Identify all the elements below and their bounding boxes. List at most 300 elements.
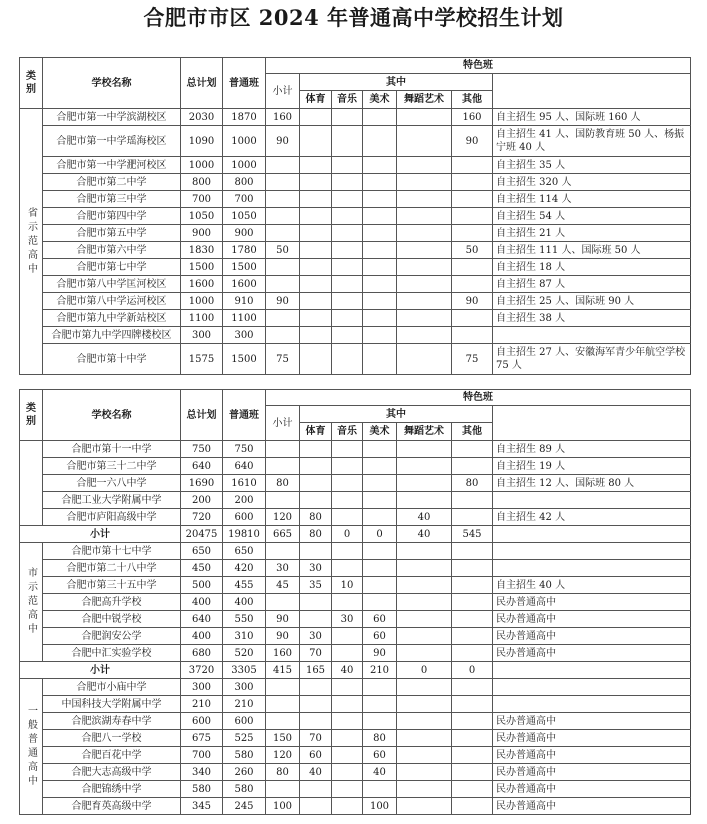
cell-music xyxy=(332,628,363,645)
header-dance-art: 舞蹈艺术 xyxy=(397,91,452,109)
cell-art xyxy=(363,441,397,458)
cell-music xyxy=(332,645,363,662)
remark: 民办普通高中 xyxy=(493,713,691,730)
cell-regular: 200 xyxy=(223,492,266,509)
cell-music xyxy=(332,109,363,126)
cell-sports: 80 xyxy=(300,509,332,526)
cell-total: 900 xyxy=(181,225,223,242)
cell-sports: 35 xyxy=(300,577,332,594)
enrollment-table-page1 xyxy=(19,57,691,375)
cell-music xyxy=(332,475,363,492)
cell-art xyxy=(363,109,397,126)
cell-art xyxy=(363,191,397,208)
cell-total: 700 xyxy=(181,747,223,764)
cell-other xyxy=(452,628,493,645)
subtotal-subtotal: 415 xyxy=(266,662,300,679)
cell-subtotal: 150 xyxy=(266,730,300,747)
cell-dance xyxy=(397,747,452,764)
header-art: 美术 xyxy=(363,423,397,441)
school-name: 合肥市庐阳高级中学 xyxy=(43,509,181,526)
cell-dance xyxy=(397,611,452,628)
cell-other xyxy=(452,543,493,560)
cell-total: 675 xyxy=(181,730,223,747)
cell-art xyxy=(363,781,397,798)
cell-other xyxy=(452,679,493,696)
remark xyxy=(493,492,691,509)
cell-art xyxy=(363,344,397,375)
cell-art xyxy=(363,458,397,475)
remark: 民办普通高中 xyxy=(493,747,691,764)
cell-sports: 30 xyxy=(300,628,332,645)
cell-dance xyxy=(397,276,452,293)
table-row xyxy=(20,611,691,628)
school-name: 合肥市第九中学新站校区 xyxy=(43,310,181,327)
cell-total: 500 xyxy=(181,577,223,594)
cell-music xyxy=(332,798,363,815)
table-row xyxy=(20,560,691,577)
remark: 自主招生 320 人 xyxy=(493,174,691,191)
table-row xyxy=(20,747,691,764)
cell-music: 10 xyxy=(332,577,363,594)
cell-music xyxy=(332,509,363,526)
subtotal-sports: 165 xyxy=(300,662,332,679)
category-label: 省示范高中 xyxy=(20,109,43,375)
cell-sports xyxy=(300,798,332,815)
cell-total: 1090 xyxy=(181,126,223,157)
cell-total: 1690 xyxy=(181,475,223,492)
table-row xyxy=(20,492,691,509)
cell-music xyxy=(332,293,363,310)
cell-other xyxy=(452,327,493,344)
cell-art: 60 xyxy=(363,611,397,628)
cell-sports: 60 xyxy=(300,747,332,764)
category-label xyxy=(20,441,43,526)
cell-regular: 650 xyxy=(223,543,266,560)
school-name: 合肥市第五中学 xyxy=(43,225,181,242)
header-subtotal: 小计 xyxy=(266,74,300,109)
cell-dance xyxy=(397,594,452,611)
cell-dance xyxy=(397,730,452,747)
cell-other: 90 xyxy=(452,126,493,157)
remark xyxy=(493,662,691,679)
table-row xyxy=(20,645,691,662)
cell-sports xyxy=(300,458,332,475)
school-name: 合肥滨湖寿春中学 xyxy=(43,713,181,730)
header-among: 其中 xyxy=(300,74,493,91)
school-name: 合肥市第一中学瑶海校区 xyxy=(43,126,181,157)
cell-subtotal xyxy=(266,208,300,225)
cell-sports xyxy=(300,696,332,713)
cell-art xyxy=(363,208,397,225)
cell-regular: 1780 xyxy=(223,242,266,259)
table-row xyxy=(20,594,691,611)
cell-total: 210 xyxy=(181,696,223,713)
cell-subtotal xyxy=(266,781,300,798)
table-row xyxy=(20,208,691,225)
table-row xyxy=(20,276,691,293)
cell-subtotal xyxy=(266,713,300,730)
cell-total: 1000 xyxy=(181,293,223,310)
cell-other xyxy=(452,611,493,628)
remark: 自主招生 12 人、国际班 80 人 xyxy=(493,475,691,492)
cell-art xyxy=(363,276,397,293)
remark: 民办普通高中 xyxy=(493,781,691,798)
cell-music xyxy=(332,696,363,713)
remark xyxy=(493,560,691,577)
remark: 民办普通高中 xyxy=(493,798,691,815)
cell-art xyxy=(363,174,397,191)
table-header xyxy=(20,390,691,441)
school-name: 合肥锦绣中学 xyxy=(43,781,181,798)
cell-subtotal xyxy=(266,696,300,713)
cell-regular: 455 xyxy=(223,577,266,594)
cell-sports xyxy=(300,310,332,327)
cell-other xyxy=(452,157,493,174)
cell-art xyxy=(363,679,397,696)
cell-other xyxy=(452,560,493,577)
table-row xyxy=(20,543,691,560)
cell-dance xyxy=(397,764,452,781)
cell-other: 80 xyxy=(452,475,493,492)
cell-regular: 800 xyxy=(223,174,266,191)
header-total-plan: 总计划 xyxy=(181,58,223,109)
table-row xyxy=(20,191,691,208)
cell-art xyxy=(363,577,397,594)
cell-dance xyxy=(397,713,452,730)
table-body xyxy=(20,441,691,815)
cell-regular: 550 xyxy=(223,611,266,628)
cell-total: 400 xyxy=(181,628,223,645)
cell-music xyxy=(332,310,363,327)
subtotal-art: 210 xyxy=(363,662,397,679)
cell-art xyxy=(363,242,397,259)
cell-subtotal: 45 xyxy=(266,577,300,594)
cell-other xyxy=(452,730,493,747)
cell-art xyxy=(363,696,397,713)
subtotal-dance: 40 xyxy=(397,526,452,543)
cell-regular: 310 xyxy=(223,628,266,645)
cell-sports xyxy=(300,344,332,375)
cell-total: 340 xyxy=(181,764,223,781)
school-name: 合肥市第三十二中学 xyxy=(43,458,181,475)
cell-sports xyxy=(300,293,332,310)
cell-regular: 1100 xyxy=(223,310,266,327)
cell-subtotal xyxy=(266,594,300,611)
cell-sports xyxy=(300,543,332,560)
cell-subtotal xyxy=(266,441,300,458)
remark: 自主招生 41 人、国防教育班 50 人、杨振宁班 40 人 xyxy=(493,126,691,157)
table-row xyxy=(20,764,691,781)
cell-art xyxy=(363,293,397,310)
cell-regular: 1500 xyxy=(223,259,266,276)
cell-subtotal xyxy=(266,157,300,174)
cell-other xyxy=(452,310,493,327)
cell-other: 75 xyxy=(452,344,493,375)
cell-art: 90 xyxy=(363,645,397,662)
cell-regular: 400 xyxy=(223,594,266,611)
cell-sports xyxy=(300,475,332,492)
table-row xyxy=(20,293,691,310)
cell-music xyxy=(332,458,363,475)
school-name: 合肥市第九中学四牌楼校区 xyxy=(43,327,181,344)
cell-regular: 1000 xyxy=(223,126,266,157)
table-row xyxy=(20,109,691,126)
cell-subtotal: 160 xyxy=(266,645,300,662)
cell-art xyxy=(363,259,397,276)
cell-regular: 1050 xyxy=(223,208,266,225)
cell-regular: 210 xyxy=(223,696,266,713)
cell-regular: 640 xyxy=(223,458,266,475)
cell-sports xyxy=(300,679,332,696)
cell-dance xyxy=(397,157,452,174)
table-row xyxy=(20,344,691,375)
cell-music xyxy=(332,560,363,577)
cell-dance xyxy=(397,492,452,509)
school-name: 合肥润安公学 xyxy=(43,628,181,645)
cell-other xyxy=(452,696,493,713)
cell-music xyxy=(332,259,363,276)
school-name: 合肥市第一中学淝河校区 xyxy=(43,157,181,174)
table-row xyxy=(20,628,691,645)
remark: 民办普通高中 xyxy=(493,730,691,747)
cell-sports xyxy=(300,225,332,242)
cell-dance xyxy=(397,441,452,458)
cell-subtotal: 90 xyxy=(266,126,300,157)
cell-dance xyxy=(397,293,452,310)
cell-regular: 245 xyxy=(223,798,266,815)
school-name: 合肥八一学校 xyxy=(43,730,181,747)
cell-other xyxy=(452,458,493,475)
table-row xyxy=(20,242,691,259)
header-music: 音乐 xyxy=(332,423,363,441)
remark: 自主招生 19 人 xyxy=(493,458,691,475)
remark: 自主招生 42 人 xyxy=(493,509,691,526)
cell-art xyxy=(363,475,397,492)
cell-art xyxy=(363,560,397,577)
cell-total: 1575 xyxy=(181,344,223,375)
table-row xyxy=(20,679,691,696)
cell-art: 100 xyxy=(363,798,397,815)
cell-dance xyxy=(397,543,452,560)
remark: 自主招生 38 人 xyxy=(493,310,691,327)
header-other: 其他 xyxy=(452,423,493,441)
cell-sports xyxy=(300,327,332,344)
cell-music xyxy=(332,679,363,696)
subtotal-row xyxy=(20,662,691,679)
cell-subtotal: 120 xyxy=(266,509,300,526)
table-row xyxy=(20,310,691,327)
cell-total: 1000 xyxy=(181,157,223,174)
remark: 自主招生 40 人 xyxy=(493,577,691,594)
cell-sports: 70 xyxy=(300,645,332,662)
school-name: 合肥百花中学 xyxy=(43,747,181,764)
header-category: 类别 xyxy=(20,58,43,109)
enrollment-table-page2 xyxy=(19,389,691,815)
subtotal-row xyxy=(20,526,691,543)
cell-sports xyxy=(300,109,332,126)
cell-art xyxy=(363,157,397,174)
school-name: 合肥工业大学附属中学 xyxy=(43,492,181,509)
cell-art: 80 xyxy=(363,730,397,747)
header-special-class: 特色班 xyxy=(266,390,691,406)
cell-total: 580 xyxy=(181,781,223,798)
school-name: 合肥市第七中学 xyxy=(43,259,181,276)
cell-sports: 40 xyxy=(300,764,332,781)
remark: 民办普通高中 xyxy=(493,611,691,628)
cell-total: 345 xyxy=(181,798,223,815)
remark: 自主招生 27 人、安徽海军青少年航空学校 75 人 xyxy=(493,344,691,375)
table-row xyxy=(20,730,691,747)
cell-regular: 300 xyxy=(223,327,266,344)
cell-regular: 700 xyxy=(223,191,266,208)
remark: 自主招生 89 人 xyxy=(493,441,691,458)
cell-music xyxy=(332,543,363,560)
subtotal-music: 40 xyxy=(332,662,363,679)
subtotal-regular: 19810 xyxy=(223,526,266,543)
cell-regular: 1870 xyxy=(223,109,266,126)
school-name: 合肥市第八中学运河校区 xyxy=(43,293,181,310)
header-school-name: 学校名称 xyxy=(43,58,181,109)
cell-subtotal xyxy=(266,543,300,560)
cell-subtotal: 75 xyxy=(266,344,300,375)
cell-music xyxy=(332,492,363,509)
cell-total: 1500 xyxy=(181,259,223,276)
cell-total: 2030 xyxy=(181,109,223,126)
cell-regular: 1000 xyxy=(223,157,266,174)
cell-dance xyxy=(397,310,452,327)
cell-dance xyxy=(397,327,452,344)
table-row xyxy=(20,577,691,594)
remark: 民办普通高中 xyxy=(493,764,691,781)
cell-other xyxy=(452,713,493,730)
cell-dance: 40 xyxy=(397,509,452,526)
remark: 自主招生 111 人、国际班 50 人 xyxy=(493,242,691,259)
cell-total: 300 xyxy=(181,327,223,344)
cell-regular: 900 xyxy=(223,225,266,242)
table-row xyxy=(20,798,691,815)
remark: 自主招生 87 人 xyxy=(493,276,691,293)
header-regular-class: 普通班 xyxy=(223,58,266,109)
remark: 自主招生 95 人、国际班 160 人 xyxy=(493,109,691,126)
cell-dance xyxy=(397,628,452,645)
cell-sports xyxy=(300,594,332,611)
table-header xyxy=(20,58,691,109)
cell-total: 650 xyxy=(181,543,223,560)
cell-other xyxy=(452,594,493,611)
subtotal-music: 0 xyxy=(332,526,363,543)
cell-art xyxy=(363,492,397,509)
cell-regular: 600 xyxy=(223,509,266,526)
header-special-class: 特色班 xyxy=(266,58,691,74)
cell-art xyxy=(363,543,397,560)
cell-sports xyxy=(300,781,332,798)
cell-regular: 910 xyxy=(223,293,266,310)
cell-total: 800 xyxy=(181,174,223,191)
cell-regular: 580 xyxy=(223,781,266,798)
header-dance-art: 舞蹈艺术 xyxy=(397,423,452,441)
school-name: 合肥市第八中学匡河校区 xyxy=(43,276,181,293)
cell-regular: 750 xyxy=(223,441,266,458)
table-row xyxy=(20,327,691,344)
cell-regular: 1600 xyxy=(223,276,266,293)
cell-other xyxy=(452,798,493,815)
cell-sports xyxy=(300,126,332,157)
school-name: 合肥市第一中学滨湖校区 xyxy=(43,109,181,126)
cell-dance xyxy=(397,344,452,375)
remark xyxy=(493,327,691,344)
cell-art: 40 xyxy=(363,764,397,781)
cell-dance xyxy=(397,645,452,662)
cell-other xyxy=(452,191,493,208)
cell-total: 400 xyxy=(181,594,223,611)
school-name: 中国科技大学附属中学 xyxy=(43,696,181,713)
cell-regular: 580 xyxy=(223,747,266,764)
cell-art: 60 xyxy=(363,747,397,764)
cell-music xyxy=(332,126,363,157)
school-name: 合肥市第三十五中学 xyxy=(43,577,181,594)
school-name: 合肥市第十一中学 xyxy=(43,441,181,458)
cell-music xyxy=(332,747,363,764)
cell-music xyxy=(332,441,363,458)
table-row xyxy=(20,126,691,157)
cell-other xyxy=(452,747,493,764)
cell-music xyxy=(332,242,363,259)
header-subtotal: 小计 xyxy=(266,406,300,441)
remark: 自主招生 35 人 xyxy=(493,157,691,174)
cell-total: 640 xyxy=(181,611,223,628)
table-row xyxy=(20,781,691,798)
cell-dance xyxy=(397,577,452,594)
school-name: 合肥市第二中学 xyxy=(43,174,181,191)
cell-regular: 1610 xyxy=(223,475,266,492)
subtotal-label: 小计 xyxy=(20,662,181,679)
table-row xyxy=(20,713,691,730)
header-category: 类别 xyxy=(20,390,43,441)
cell-other xyxy=(452,577,493,594)
cell-subtotal xyxy=(266,492,300,509)
cell-other xyxy=(452,225,493,242)
cell-art xyxy=(363,225,397,242)
header-other: 其他 xyxy=(452,91,493,109)
cell-dance xyxy=(397,560,452,577)
table-row xyxy=(20,225,691,242)
cell-music xyxy=(332,327,363,344)
cell-dance xyxy=(397,696,452,713)
school-name: 合肥市第十七中学 xyxy=(43,543,181,560)
cell-other xyxy=(452,492,493,509)
remark: 自主招生 18 人 xyxy=(493,259,691,276)
cell-music xyxy=(332,730,363,747)
cell-subtotal xyxy=(266,276,300,293)
cell-regular: 525 xyxy=(223,730,266,747)
cell-sports xyxy=(300,157,332,174)
cell-subtotal: 80 xyxy=(266,764,300,781)
cell-regular: 420 xyxy=(223,560,266,577)
cell-music xyxy=(332,344,363,375)
cell-subtotal: 90 xyxy=(266,611,300,628)
cell-dance xyxy=(397,475,452,492)
cell-subtotal: 80 xyxy=(266,475,300,492)
cell-sports xyxy=(300,713,332,730)
table-row xyxy=(20,157,691,174)
table-row xyxy=(20,475,691,492)
cell-regular: 260 xyxy=(223,764,266,781)
cell-sports xyxy=(300,492,332,509)
cell-dance xyxy=(397,242,452,259)
cell-music: 30 xyxy=(332,611,363,628)
cell-dance xyxy=(397,259,452,276)
category-label: 市示范高中 xyxy=(20,543,43,662)
